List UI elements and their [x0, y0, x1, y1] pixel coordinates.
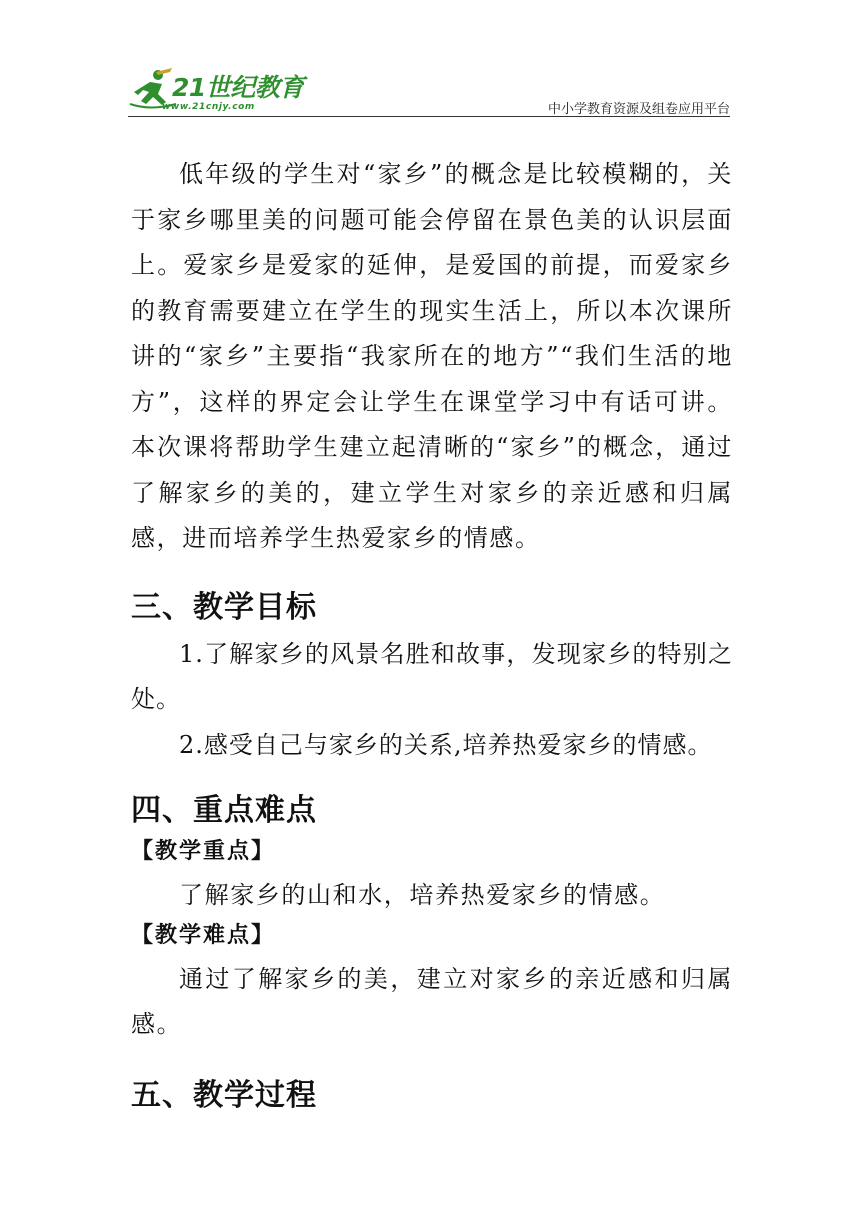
logo-wordmark: 21世纪教育 — [172, 73, 304, 102]
objective-item: 1.了解家乡的风景名胜和故事，发现家乡的特别之处。 — [131, 639, 733, 713]
difficulty-text: 通过了解家乡的美，建立对家乡的亲近感和归属感。 — [131, 964, 733, 1038]
header-tagline: 中小学教育资源及组卷应用平台 — [547, 102, 730, 117]
section-heading-process: 五、教学过程 — [131, 1077, 317, 1113]
objective-item: 2.感受自己与家乡的关系,培养热爱家乡的情感。 — [179, 730, 713, 759]
difficulty-label: 【教学难点】 — [131, 922, 276, 948]
header-divider — [128, 116, 730, 117]
page-header — [128, 62, 730, 118]
site-logo[interactable] — [128, 68, 304, 114]
document-body — [131, 148, 733, 1116]
section-heading-objectives: 三、教学目标 — [131, 589, 317, 625]
logo-url: www.21cnjy.com — [162, 102, 255, 112]
intro-paragraph: 低年级的学生对“家乡”的概念是比较模糊的，关于家乡哪里美的问题可能会停留在景色美的认识层面上。爱家乡是爱家的延伸，是爱国的前提，而爱家乡的教育需要建立在学生的现实生活上，所以本次课所讲的“家乡”主要指“我家所在的地方”“我们生活的地方”，这样的界定会让学生在课堂学习中有话可讲。本次课将帮助学生建立起清晰的“家乡”的概念，通过了解家乡的美的，建立学生对家乡的亲近感和归属感，进而培养学生热爱家乡的情感。 — [131, 160, 733, 552]
key-point-label: 【教学重点】 — [131, 839, 276, 864]
section-heading-key-points: 四、重点难点 — [131, 793, 317, 828]
key-point-text: 了解家乡的山和水，培养热爱家乡的情感。 — [179, 881, 666, 909]
